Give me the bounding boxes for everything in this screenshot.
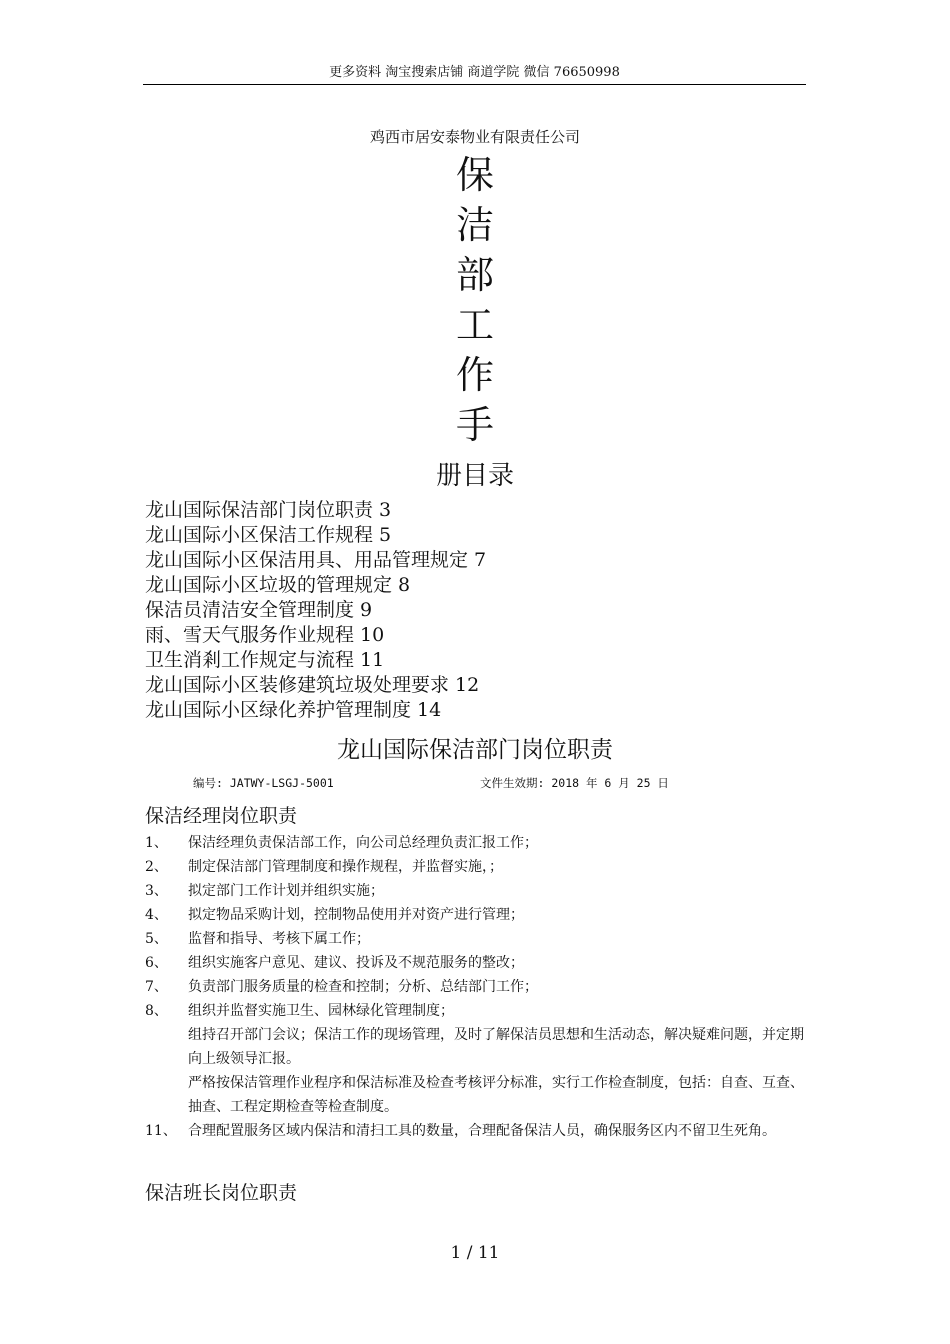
toc-entry[interactable]: 保洁员清洁安全管理制度 9 [145, 599, 373, 621]
item-number: 8、 [145, 1003, 168, 1019]
item-text: 负责部门服务质量的检查和控制；分析、总结部门工作； [188, 979, 538, 995]
list-item [145, 927, 807, 951]
subheading-team-leader: 保洁班长岗位职责 [145, 1182, 298, 1204]
item-number: 2、 [145, 859, 168, 875]
list-item [145, 951, 807, 975]
cover-title-char: 部 [455, 253, 494, 297]
item-number: 3、 [145, 883, 168, 899]
toc-entry[interactable]: 龙山国际小区绿化养护管理制度 14 [145, 699, 442, 721]
item-text: 保洁经理负责保洁部工作，向公司总经理负责汇报工作； [188, 835, 538, 851]
list-item [145, 831, 807, 855]
item-number: 5、 [145, 931, 168, 947]
toc-entry[interactable]: 雨、雪天气服务作业规程 10 [145, 624, 385, 646]
cover-title-char: 手 [455, 403, 494, 447]
page-number: 1 / 11 [450, 1243, 500, 1263]
list-item [145, 903, 807, 927]
paragraph-inspection: 严格按保洁管理作业程序和保洁标准及检查考核评分标准，实行工作检查制度，包括：自查、互查、抽查、工程定期检查等检查制度。 [188, 1075, 804, 1115]
document-code: 编号: JATWY-LSGJ-5001 [193, 776, 334, 790]
list-item [145, 855, 807, 879]
item-number: 11、 [145, 1123, 177, 1139]
toc-entry[interactable]: 龙山国际小区装修建筑垃圾处理要求 12 [145, 674, 480, 696]
toc-heading: 册目录 [435, 461, 514, 491]
toc-entry[interactable]: 龙山国际小区保洁工作规程 5 [145, 524, 392, 546]
item-text: 拟定部门工作计划并组织实施； [188, 883, 384, 899]
list-item [145, 975, 807, 999]
item-text: 拟定物品采购计划，控制物品使用并对资产进行管理； [188, 907, 524, 923]
subheading-manager: 保洁经理岗位职责 [145, 805, 298, 827]
item-number: 1、 [145, 835, 168, 851]
paragraph-meeting: 组持召开部门会议；保洁工作的现场管理，及时了解保洁员思想和生活动态，解决疑难问题，并定期向上级领导汇报。 [188, 1027, 804, 1067]
item-text: 制定保洁部门管理制度和操作规程，并监督实施，； [188, 859, 503, 875]
item-number: 7、 [145, 979, 168, 995]
table-of-contents [145, 498, 486, 723]
item-text: 组织实施客户意见、建议、投诉及不规范服务的整改； [188, 955, 524, 971]
page-header: 更多资料 淘宝搜索店铺 商道学院 微信 76650998 [329, 65, 620, 80]
list-item [145, 879, 807, 903]
duty-list [145, 831, 807, 1143]
toc-entry[interactable]: 龙山国际保洁部门岗位职责 3 [145, 499, 392, 521]
toc-entry[interactable]: 卫生消剎工作规定与流程 11 [145, 649, 385, 671]
item-text: 组织并监督实施卫生、园林绿化管理制度； [188, 1003, 454, 1019]
toc-entry[interactable]: 龙山国际小区保洁用具、用品管理规定 7 [145, 549, 487, 571]
header-rule [143, 84, 806, 85]
list-item [145, 999, 807, 1023]
list-item [145, 1119, 807, 1143]
company-name: 鸡西市居安泰物业有限责任公司 [369, 128, 580, 146]
effective-date: 文件生效期: 2018 年 6 月 25 日 [480, 776, 669, 790]
cover-title [0, 150, 950, 450]
item-number: 4、 [145, 907, 168, 923]
item-text: 合理配置服务区域内保洁和清扫工具的数量，合理配备保洁人员，确保服务区内不留卫生死角。 [188, 1123, 776, 1139]
item-number: 6、 [145, 955, 168, 971]
cover-title-char: 作 [455, 353, 494, 397]
toc-entry[interactable]: 龙山国际小区垃圾的管理规定 8 [145, 574, 411, 596]
cover-title-char: 保 [455, 153, 494, 197]
cover-title-char: 工 [455, 303, 494, 347]
section-title: 龙山国际保洁部门岗位职责 [337, 737, 613, 763]
cover-title-char: 洁 [455, 203, 494, 247]
item-text: 监督和指导、考核下属工作； [188, 931, 370, 947]
